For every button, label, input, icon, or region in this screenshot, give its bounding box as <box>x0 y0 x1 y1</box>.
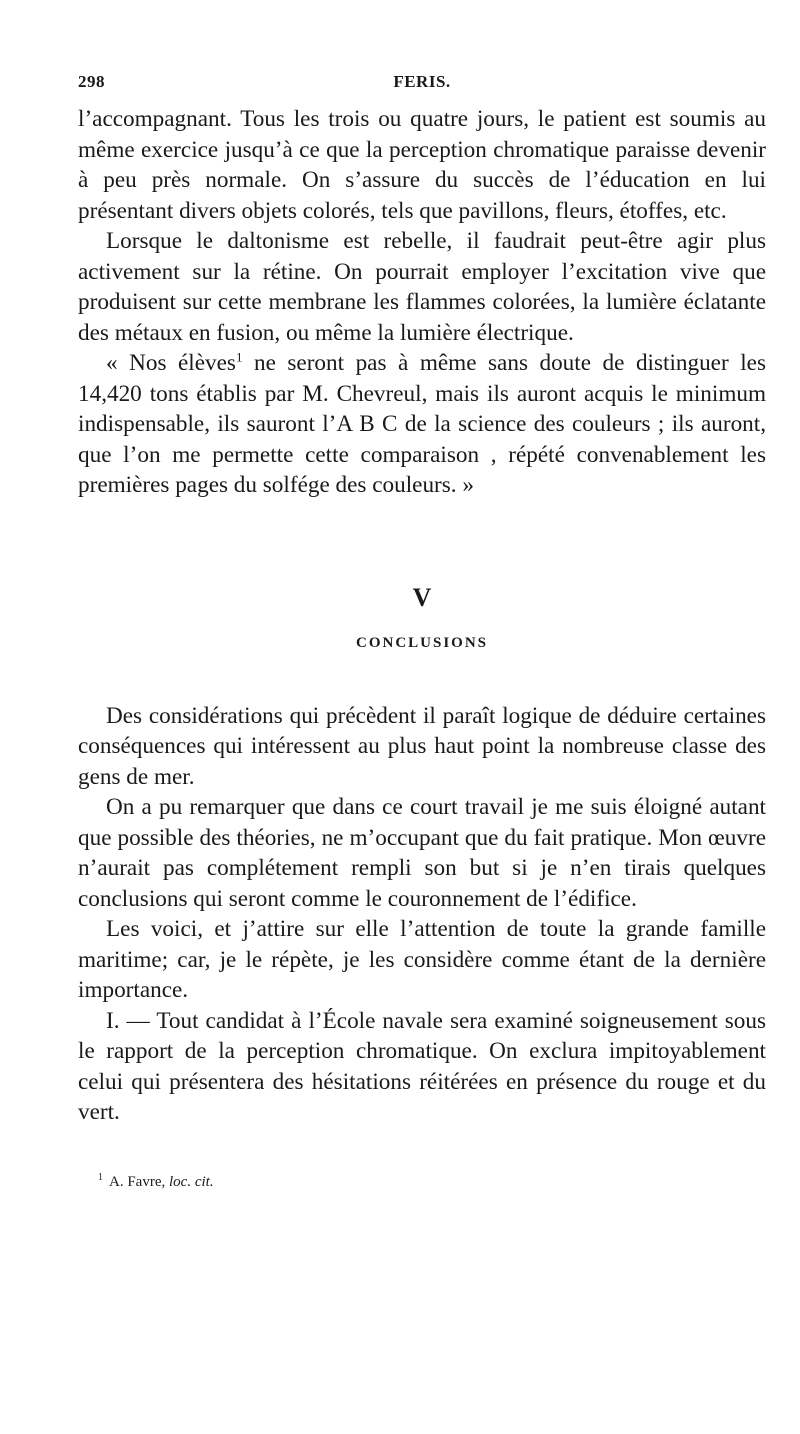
footnote-author: A. Favre, <box>109 1173 166 1190</box>
quotation-rest: ne seront pas à même sans doute de distinguer les 14,420 tons établis par M. Chevreul, mais ils auront acquis le minimum indispensable, ils sauront l’A B C de la science des couleurs ; ils auront, que l’on me permette cette comparaison , répété convenablement les premières pages du solfége des couleurs. » <box>78 350 766 498</box>
paragraph-conclusions-intro: Des considérations qui précèdent il paraît logique de déduire certaines conséquences qui intéressent au plus haut point la nombreuse classe des gens de mer. <box>78 702 766 790</box>
paragraph-continuation: l’accompagnant. Tous les trois ou quatre jours, le patient est soumis au même exercice jusqu’à ce que la perception chromatique paraisse devenir à peu près normale. On s’assure du succès de l’éducation en lui présentant divers objets colorés, tels que pavillons, fleurs, étoffes, etc. <box>78 106 766 224</box>
footnote-mark: 1 <box>98 1171 103 1183</box>
paragraph-quotation <box>78 348 766 501</box>
running-head <box>78 72 766 104</box>
footnote-reference: 1 <box>235 349 243 365</box>
running-title: FERIS. <box>393 72 451 91</box>
paragraph-conclusion-one: I. — Tout candidat à l’École navale sera examiné soigneusement sous le rapport de la perception chromatique. On exclura impitoyablement celui qui présentera des hésitations réitérées en présence du rouge et du vert. <box>78 1007 766 1125</box>
paragraph-maritime-family: Les voici, et j’attire sur elle l’attention de toute la grande famille maritime; car, je le répète, je les considère comme étant de la dernière importance. <box>78 916 766 1003</box>
section-numeral: V <box>412 582 432 612</box>
quotation-start: « Nos élèves <box>106 350 236 376</box>
footnote <box>98 1168 766 1192</box>
section-title: CONCLUSIONS <box>355 634 489 651</box>
paragraph-practical-work: On a pu remarquer que dans ce court travail je me suis éloigné autant que possible des théories, ne m’occupant que du fait pratique. Mon œuvre n’aurait pas complétement rempli son but si je n’en tirais quelques conclusions qui seront comme le couronnement de l’édifice. <box>78 794 766 912</box>
book-page <box>78 72 766 1192</box>
paragraph-daltonism: Lorsque le daltonisme est rebelle, il faudrait peut-être agir plus activement sur la rétine. On pourrait employer l’excitation vive que produisent sur cette membrane les flammes colorées, la lumière éclatante des métaux en fusion, ou même la lumière électrique. <box>78 228 766 346</box>
footnote-citation: loc. cit. <box>169 1173 214 1190</box>
page-number: 298 <box>78 72 105 91</box>
